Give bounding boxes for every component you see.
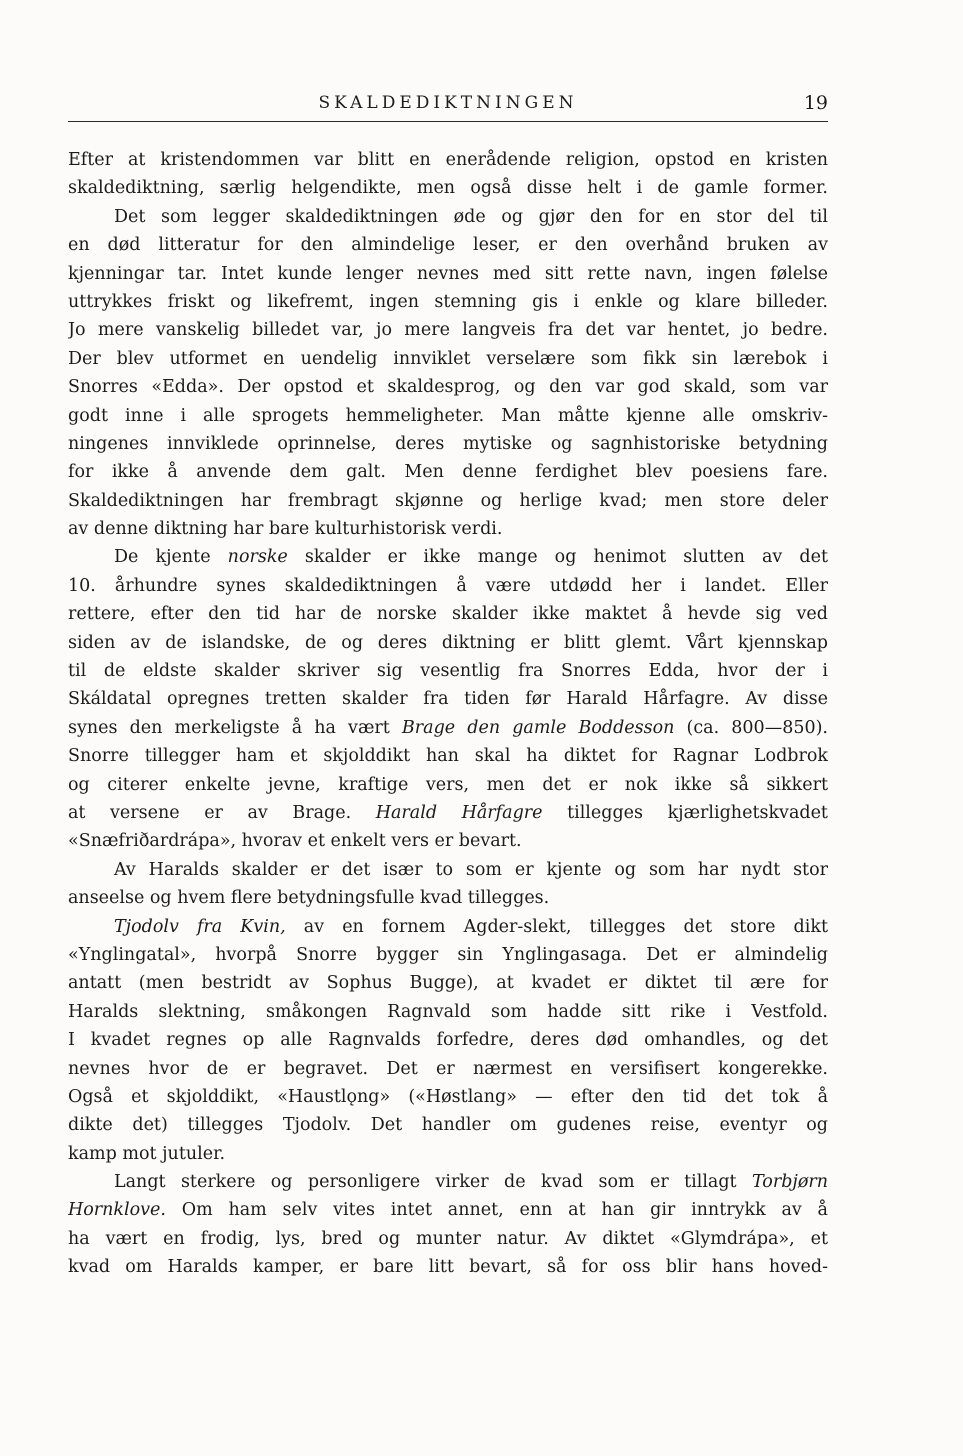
running-header [68, 91, 828, 122]
text-line: siden av de islandske, de og deres diktning er blitt glemt. Vårt kjennskap [68, 632, 828, 653]
text-line: godt inne i alle sprogets hemmeligheter. Man måtte kjenne alle omskriv- [68, 405, 828, 426]
text-line: De kjente norske skalder er ikke mange og henimot slutten av det [114, 547, 828, 568]
italic-name: Brage den gamle Boddesson [401, 717, 675, 738]
text-line: Tjodolv fra Kvin, av en fornem Agder-slekt, tillegges det store dikt [114, 916, 828, 937]
text-line: dikte det) tillegges Tjodolv. Det handler om gudenes reise, eventyr og [68, 1115, 828, 1136]
text-line: kamp mot jutuler. [68, 1143, 226, 1164]
text-line: Efter at kristendommen var blitt en enerådende religion, opstod en kristen [68, 150, 828, 170]
text-line: Det som legger skaldediktningen øde og gjør den for en stor del til [114, 206, 828, 227]
text-line: uttrykkes friskt og likefremt, ingen stemning gis i enkle og klare billeder. [68, 291, 828, 312]
text-line: Skaldediktningen har frembragt skjønne og herlige kvad; men store deler [68, 490, 828, 511]
text-line: rettere, efter den tid har de norske skalder ikke maktet å hevde sig ved [68, 604, 828, 625]
text-line: synes den merkeligste å ha vært Brage den gamle Boddesson (ca. 800—850). [68, 717, 828, 738]
body-text [68, 146, 828, 1282]
text-line: Der blev utformet en uendelig innviklet verselære som fikk sin lærebok i [68, 348, 828, 369]
text-line: «Snæfriðardrápa», hvorav et enkelt vers er bevart. [68, 831, 522, 852]
text-line: Jo mere vanskelig billedet var, jo mere langveis fra det var hentet, jo bedre. [68, 320, 828, 341]
text-line: anseelse og hvem flere betydningsfulle kvad tillegges. [68, 888, 550, 909]
text-line: I kvadet regnes op alle Ragnvalds forfedre, deres død omhandles, og det [68, 1030, 828, 1051]
italic-term: norske [227, 547, 288, 568]
italic-name: Tjodolv fra Kvin, [114, 916, 286, 937]
text-line: Av Haralds skalder er det især to som er kjente og som har nydt stor [114, 859, 828, 880]
text-line: Haralds slektning, småkongen Ragnvald som hadde sitt rike i Vestfold. [68, 1001, 828, 1022]
text-line: Skáldatal opregnes tretten skalder fra tiden før Harald Hårfagre. Av disse [68, 689, 828, 710]
italic-name: Hornklove. [68, 1200, 166, 1221]
text-line: nevnes hvor de er begravet. Det er nærmest en versifisert kongerekke. [68, 1058, 828, 1079]
text-line: «Ynglingatal», hvorpå Snorre bygger sin Ynglingasaga. Det er almindelig [68, 944, 828, 965]
text-line: av denne diktning har bare kulturhistorisk verdi. [68, 519, 503, 540]
text-line: kvad om Haralds kamper, er bare litt bevart, så for oss blir hans hoved- [68, 1257, 828, 1278]
text-line: antatt (men bestridt av Sophus Bugge), at kvadet er diktet til ære for [68, 973, 828, 994]
text-line: 10. århundre synes skaldediktningen å være utdødd her i landet. Eller [68, 575, 828, 596]
text-line: Hornklove. Om ham selv vites intet annet, enn at han gir inntrykk av å [68, 1200, 828, 1221]
text-line: en død litteratur for den almindelige leser, er den overhånd bruken av [68, 235, 828, 256]
text-line: Snorre tillegger ham et skjolddikt han skal ha diktet for Ragnar Lodbrok [68, 746, 828, 767]
italic-name: Torbjørn [751, 1172, 828, 1193]
text-line: ningenes innviklede oprinnelse, deres mytiske og sagnhistoriske betydning [68, 433, 828, 454]
text-line: for ikke å anvende dem galt. Men denne ferdighet blev poesiens fare. [68, 462, 828, 483]
text-line: at versene er av Brage. Harald Hårfagre tillegges kjærlighetskvadet [68, 802, 828, 823]
text-line: kjenningar tar. Intet kunde lenger nevnes med sitt rette navn, ingen følelse [68, 263, 828, 284]
text-line: Snorres «Edda». Der opstod et skaldesprog, og den var god skald, som var [68, 377, 828, 398]
text-line: og citerer enkelte jevne, kraftige vers, men det er nok ikke så sikkert [68, 774, 828, 795]
text-line: til de eldste skalder skriver sig vesentlig fra Snorres Edda, hvor der i [68, 661, 828, 682]
text-line: Langt sterkere og personligere virker de kvad som er tillagt Torbjørn [114, 1172, 828, 1193]
text-line: skaldediktning, særlig helgendikte, men også disse helt i de gamle former. [68, 178, 828, 199]
text-line: Også et skjolddikt, «Haustlǫng» («Høstlang» — efter den tid det tok å [68, 1086, 828, 1107]
page-number: 19 [803, 92, 828, 114]
italic-name: Harald Hårfagre [375, 802, 543, 823]
running-title: SKALDEDIKTNINGEN [318, 93, 578, 113]
text-line: ha vært en frodig, lys, bred og munter natur. Av diktet «Glymdrápa», et [68, 1228, 828, 1249]
